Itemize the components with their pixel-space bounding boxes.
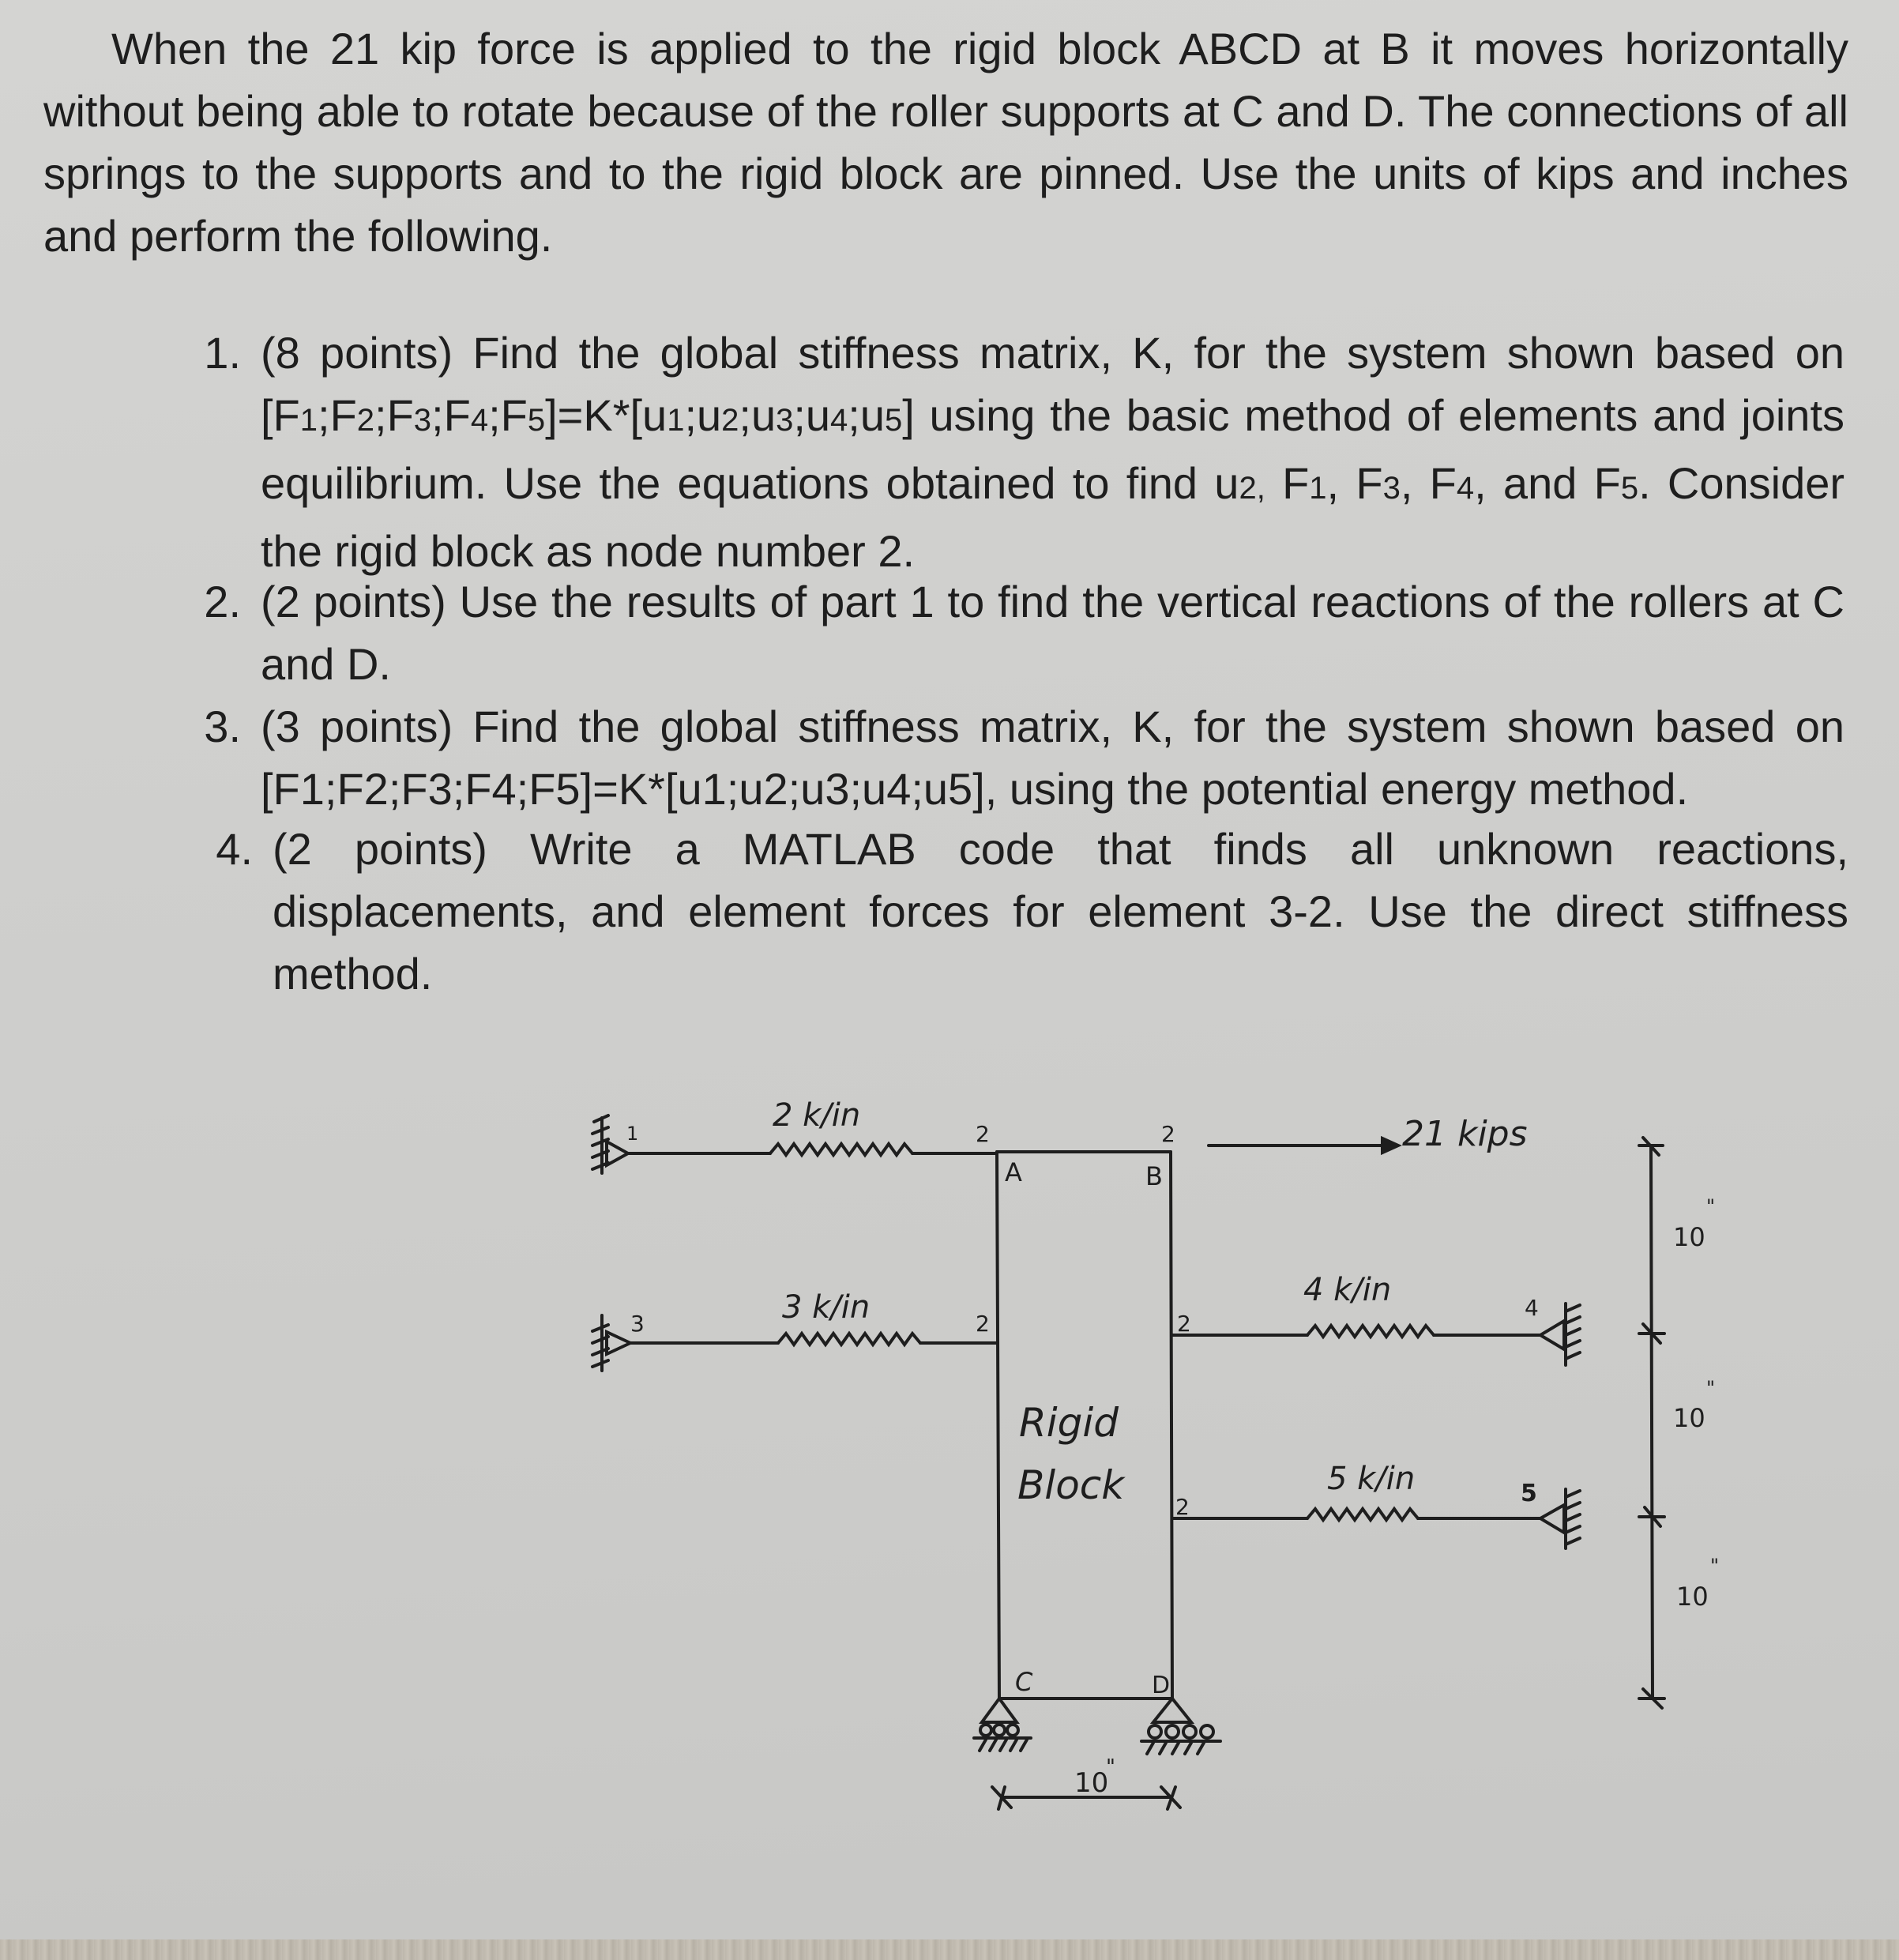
vertical-dimension-value-1: 10 [1673,1222,1705,1252]
roller-support-c [974,1699,1031,1751]
wall-support-4 [1540,1304,1580,1365]
node-label-2-a: 2 [976,1121,990,1147]
node-label-1: 1 [626,1123,639,1145]
spring-3-2 [630,1334,997,1345]
bottom-dimension-value: 10 [1074,1767,1109,1799]
bottom-dimension-inch-mark: " [1106,1755,1115,1779]
spring-2-4 [1172,1326,1540,1337]
question-1-part3: Consider the rigid block as node number 2. [261,458,1845,576]
question-1-number: 1. [204,328,241,378]
vertical-dimension-value-2: 10 [1673,1403,1705,1433]
vertical-dimension-line [1639,1138,1664,1708]
rigid-label: Rigid [1019,1400,1119,1446]
spring-2-4-label: 4 k/in [1303,1272,1392,1308]
corner-label-a: A [1005,1157,1022,1187]
wall-support-1 [592,1115,628,1173]
question-4-text: (2 points) Write a MATLAB code that finds all unknown reactions, displacements, and element forces for element 3-2. Use the direct stiffness method. [273,824,1848,999]
force-label: 21 kips [1402,1114,1528,1154]
question-3-text: (3 points) Find the global stiffness matrix, K, for the system shown based on [F1;F2;F3;F4;F5]=K*[u1;u2;u3;u4;u5], using the potential energy method. [261,702,1844,814]
corner-label-d: D [1152,1672,1171,1699]
wall-support-5 [1540,1489,1580,1548]
problem-intro: When the 21 kip force is applied to the rigid block ABCD at B it moves horizontally without being able to rotate because of the roller supports at C and D. The connections of all springs to the supports and to the rigid block are pinned. Use the units of kips and inches and perform the following. [43,24,1848,261]
question-1-text: (8 points) Find the global stiffness matrix, K, for the system shown based on [F1;F2;F3;F4;F5]=K*[u1;u2;u3;u4;u5] using the basic method of elements and joints equilibrium. Use the equations obtained to find u2, F1, F3, F4, and F5. Consider the rigid block as node number 2. [261,328,1845,576]
roller-support-d [1141,1699,1220,1754]
question-3-number: 3. [204,702,241,751]
question-1-part1: (8 points) Find the global stiffness matrix, K, for the system shown based on [F [261,328,1844,440]
node-label-5: 5 [1521,1480,1537,1507]
force-arrow [1209,1138,1398,1153]
node-label-2-b: 2 [1161,1121,1175,1147]
corner-label-b: B [1145,1161,1163,1191]
spring-3-2-label: 3 k/in [782,1289,871,1326]
vertical-dimension-inch-mark-2: " [1706,1377,1716,1399]
spring-1-2-label: 2 k/in [773,1097,861,1134]
node-label-4: 4 [1525,1295,1539,1321]
question-1-part2: ] using the basic method of elements and joints equilibrium. Use the equations obtained to find u [261,390,1844,508]
question-4-number: 4. [216,824,253,874]
corner-label-c: C [1015,1667,1033,1697]
desk-surface-strip [0,1939,1899,1960]
vertical-dimension-inch-mark-1: " [1706,1195,1716,1217]
block-label: Block [1017,1462,1125,1508]
node-label-2-e: 2 [1175,1494,1190,1520]
wall-support-3 [592,1315,630,1371]
spring-1-2 [628,1144,995,1155]
node-label-2-c: 2 [976,1311,990,1337]
node-label-2-d: 2 [1177,1311,1191,1337]
vertical-dimension-value-3: 10 [1676,1582,1709,1612]
question-2-text: (2 points) Use the results of part 1 to find the vertical reactions of the rollers at C and D. [261,577,1844,689]
vertical-dimension-inch-mark-3: " [1710,1555,1720,1577]
question-2-number: 2. [204,577,241,626]
node-label-3: 3 [630,1311,645,1337]
spring-2-5-label: 5 k/in [1327,1461,1416,1497]
spring-2-5 [1172,1509,1540,1520]
